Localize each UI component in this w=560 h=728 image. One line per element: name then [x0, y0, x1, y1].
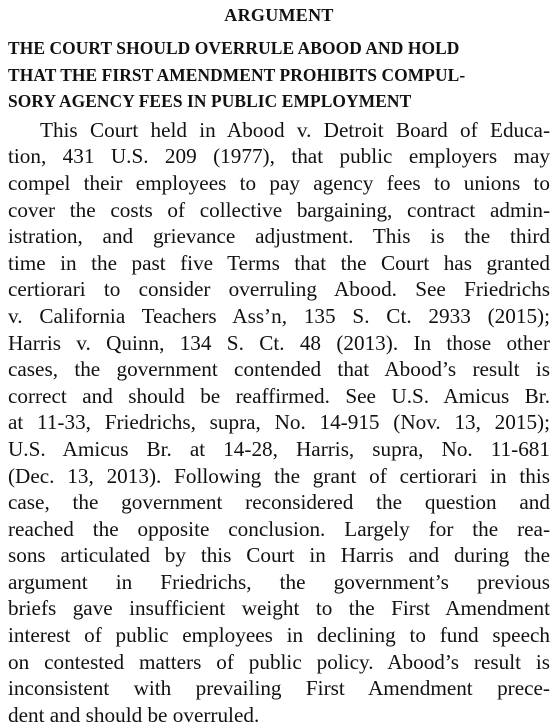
heading-line: THAT THE FIRST AMENDMENT PROHIBITS COMPUL- [8, 64, 466, 85]
body-line: cover the costs of collective bargaining, contract admin- [8, 197, 550, 222]
body-line: at 11-33, Friedrichs, supra, No. 14-915 (Nov. 13, 2015); [8, 410, 550, 435]
body-line: compel their employees to pay agency fees to unions to [8, 170, 550, 195]
body-line: briefs gave insufficient weight to the First Amendment [8, 596, 550, 621]
body-line: istration, and grievance adjustment. This is the third [8, 224, 550, 249]
body-line: case, the government reconsidered the question and [8, 490, 550, 515]
body-line: Harris v. Quinn, 134 S. Ct. 48 (2013). In those other [8, 330, 550, 355]
heading-line: THE COURT SHOULD OVERRULE ABOOD AND HOLD [8, 38, 460, 58]
section-title: ARGUMENT [224, 5, 334, 25]
body-line: interest of public employees in declining to fund speech [8, 623, 550, 648]
body-line: cases, the government contended that Abood’s result is [8, 357, 550, 382]
heading-line: SORY AGENCY FEES IN PUBLIC EMPLOYMENT [8, 91, 412, 112]
body-paragraph [8, 117, 550, 728]
argument-heading [8, 35, 550, 115]
body-line: on contested matters of public policy. Abood’s result is [8, 649, 550, 674]
body-line: v. California Teachers Ass’n, 135 S. Ct. 2933 (2015); [8, 303, 550, 328]
body-line: dent and should be overruled. [8, 702, 260, 727]
body-line: tion, 431 U.S. 209 (1977), that public employers may [8, 144, 550, 169]
body-line: time in the past five Terms that the Court has granted [8, 250, 550, 275]
body-line: reached the opposite conclusion. Largely for the rea- [8, 516, 550, 541]
body-line: (Dec. 13, 2013). Following the grant of certiorari in this [8, 463, 550, 488]
body-line: certiorari to consider overruling Abood. See Friedrichs [8, 277, 550, 302]
body-line: sons articulated by this Court in Harris and during the [8, 543, 550, 568]
body-line: U.S. Amicus Br. at 14-28, Harris, supra, No. 11-681 [8, 436, 550, 461]
body-line: correct and should be reaffirmed. See U.S. Amicus Br. [8, 383, 550, 408]
body-line: argument in Friedrichs, the government’s previous [8, 569, 550, 594]
body-line: inconsistent with prevailing First Amendment prece- [8, 676, 550, 701]
body-line: This Court held in Abood v. Detroit Board of Educa- [40, 117, 550, 142]
